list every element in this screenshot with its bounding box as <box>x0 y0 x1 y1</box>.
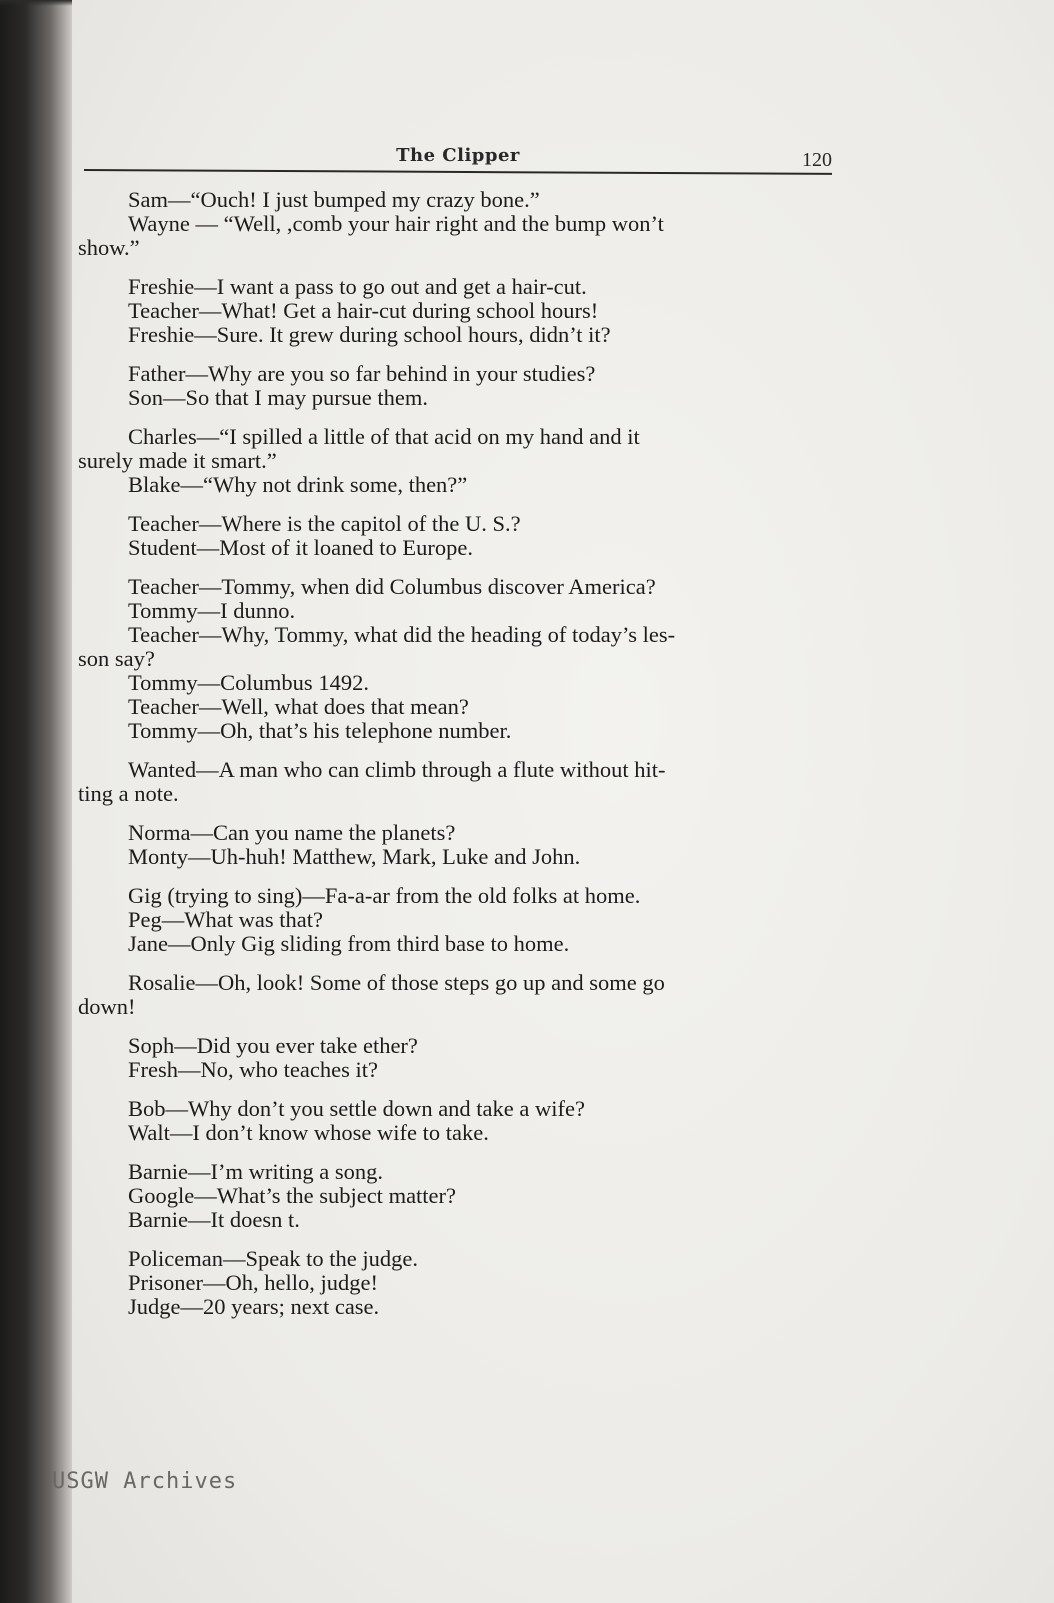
joke-line: Google—What’s the subject matter? <box>128 1183 457 1208</box>
joke-line: Policeman—Speak to the judge. <box>128 1246 418 1271</box>
joke-line: Tommy—I dunno. <box>128 598 296 623</box>
joke-2 <box>78 275 830 347</box>
archive-watermark: USGW Archives <box>52 1469 238 1494</box>
joke-line: Norma—Can you name the planets? <box>128 820 456 845</box>
running-header <box>84 145 832 181</box>
jokes-column <box>78 188 830 1334</box>
joke-7 <box>78 758 830 806</box>
joke-1 <box>78 188 830 260</box>
joke-line: Teacher—Why, Tommy, what did the heading of today’s les- <box>128 622 676 647</box>
joke-12 <box>78 1097 830 1145</box>
joke-4 <box>78 425 830 497</box>
joke-line: Teacher—Well, what does that mean? <box>128 694 469 719</box>
joke-line: Bob—Why don’t you settle down and take a wife? <box>128 1096 585 1121</box>
joke-line: Peg—What was that? <box>128 907 323 932</box>
joke-line: Prisoner—Oh, hello, judge! <box>128 1270 378 1295</box>
header-rule <box>84 169 832 175</box>
joke-line: Tommy—Oh, that’s his telephone number. <box>128 718 512 743</box>
header-title: The Clipper <box>396 145 520 166</box>
joke-line: Gig (trying to sing)—Fa-a-ar from the old folks at home. <box>128 883 641 908</box>
joke-line: Teacher—Tommy, when did Columbus discover America? <box>128 574 656 599</box>
joke-line: Wanted—A man who can climb through a flute without hit- <box>128 757 666 782</box>
joke-line: Fresh—No, who teaches it? <box>128 1057 378 1082</box>
joke-line: Monty—Uh-huh! Matthew, Mark, Luke and John. <box>128 844 581 869</box>
joke-line: Freshie—Sure. It grew during school hours, didn’t it? <box>128 322 611 347</box>
joke-line: Son—So that I may pursue them. <box>128 385 428 410</box>
joke-line: Student—Most of it loaned to Europe. <box>128 535 473 560</box>
joke-line: Jane—Only Gig sliding from third base to home. <box>128 931 570 956</box>
joke-line: Sam—“Ouch! I just bumped my crazy bone.” <box>128 187 540 212</box>
joke-line: Barnie—I’m writing a song. <box>128 1159 383 1184</box>
joke-line: Teacher—What! Get a hair-cut during school hours! <box>128 298 599 323</box>
joke-5 <box>78 512 830 560</box>
joke-8 <box>78 821 830 869</box>
joke-line: Father—Why are you so far behind in your studies? <box>128 361 596 386</box>
joke-line: ting a note. <box>78 781 179 806</box>
joke-line: Wayne — “Well, ,comb your hair right and the bump won’t <box>128 211 664 236</box>
joke-line: Rosalie—Oh, look! Some of those steps go up and some go <box>128 970 665 995</box>
joke-line: Charles—“I spilled a little of that acid on my hand and it <box>128 424 640 449</box>
book-spine-shadow <box>0 0 72 1603</box>
joke-line: Judge—20 years; next case. <box>128 1294 380 1319</box>
joke-11 <box>78 1034 830 1082</box>
joke-6 <box>78 575 830 743</box>
joke-line: Walt—I don’t know whose wife to take. <box>128 1120 489 1145</box>
joke-14 <box>78 1247 830 1319</box>
page-number: 120 <box>802 149 832 171</box>
joke-9 <box>78 884 830 956</box>
joke-line: Blake—“Why not drink some, then?” <box>128 472 468 497</box>
joke-10 <box>78 971 830 1019</box>
joke-line: Barnie—It doesn t. <box>128 1207 300 1232</box>
joke-13 <box>78 1160 830 1232</box>
joke-line: Freshie—I want a pass to go out and get a hair-cut. <box>128 274 587 299</box>
joke-line: Soph—Did you ever take ether? <box>128 1033 418 1058</box>
joke-line: Tommy—Columbus 1492. <box>128 670 369 695</box>
joke-3 <box>78 362 830 410</box>
joke-line: down! <box>78 994 136 1019</box>
joke-line: son say? <box>78 646 155 671</box>
joke-line: Teacher—Where is the capitol of the U. S.? <box>128 511 521 536</box>
joke-line: show.” <box>78 235 140 260</box>
joke-line: surely made it smart.” <box>78 448 277 473</box>
